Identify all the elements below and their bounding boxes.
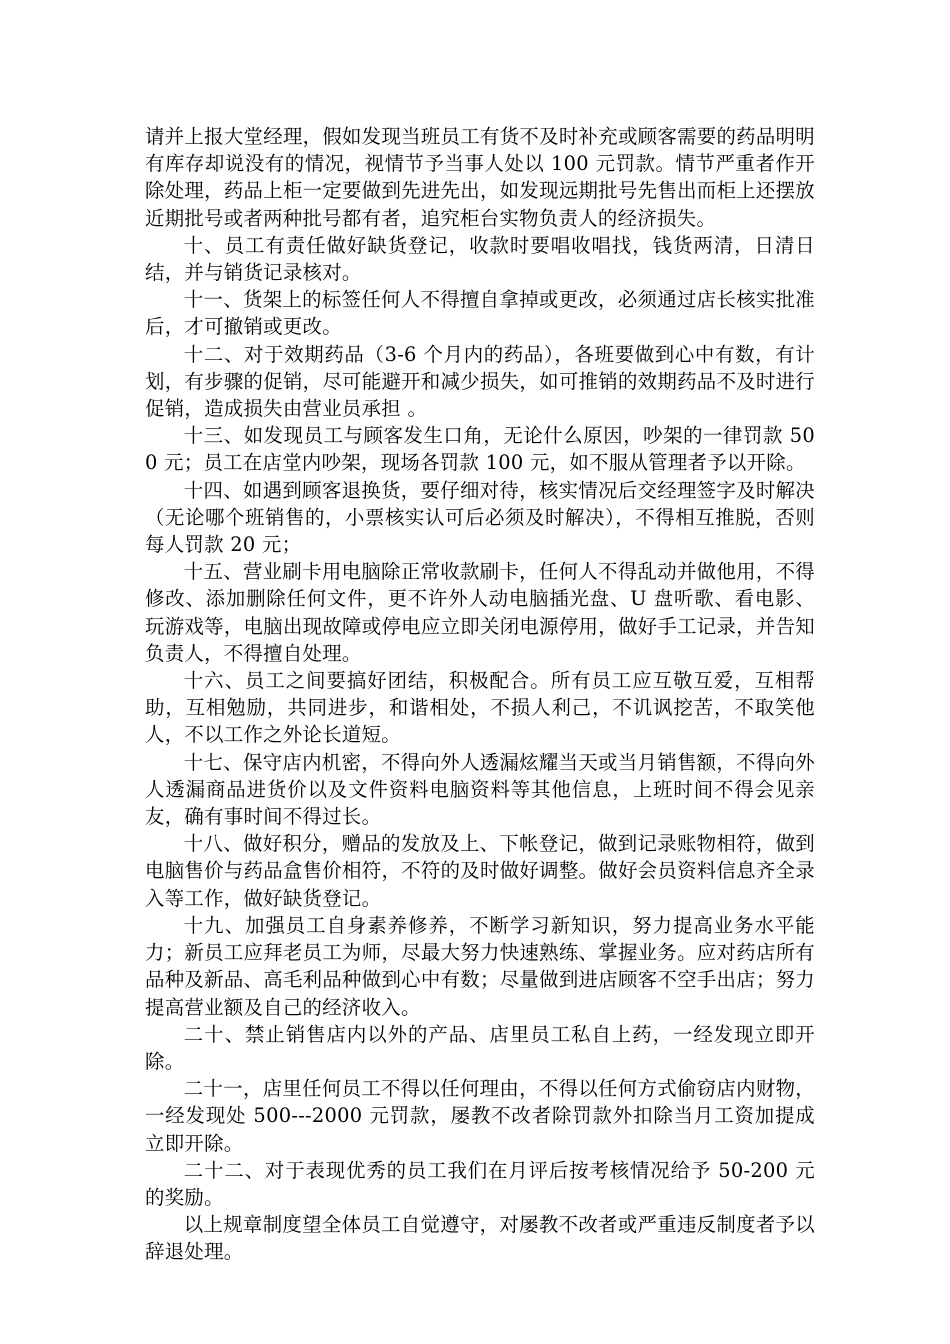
paragraph-rule-22: 二十二、对于表现优秀的员工我们在月评后按考核情况给予 50-200 元的奖励。 [145, 1158, 815, 1209]
paragraph-rule-17: 十七、保守店内机密，不得向外人透漏炫耀当天或当月销售额，不得向外人透漏商品进货价以及文件资料电脑资料等其他信息，上班时间不得会见亲友，确有事时间不得过长。 [145, 750, 815, 829]
paragraph-rule-10: 十、员工有责任做好缺货登记，收款时要唱收唱找，钱货两清，日清日结，并与销货记录核对。 [145, 233, 815, 285]
paragraph-rule-15: 十五、营业刷卡用电脑除正常收款刷卡，任何人不得乱动并做他用，不得修改、添加删除任何文件，更不许外人动电脑插光盘、U 盘听歌、看电影、玩游戏等，电脑出现故障或停电应立即关闭电源停用，做好手工记录，并告知负责人，不得擅自处理。 [145, 560, 815, 665]
document-body [145, 123, 815, 1266]
paragraph-rule-21: 二十一，店里任何员工不得以任何理由，不得以任何方式偷窃店内财物，一经发现处 500---2000 元罚款，屡教不改者除罚款外扣除当月工资加提成立即开除。 [145, 1077, 815, 1155]
paragraph-rule-13: 十三、如发现员工与顾客发生口角，无论什么原因，吵架的一律罚款 500 元；员工在店堂内吵架，现场各罚款 100 元，如不服从管理者予以开除。 [145, 424, 815, 475]
paragraph-rule-20: 二十、禁止销售店内以外的产品、店里员工私自上药，一经发现立即开除。 [145, 1022, 815, 1073]
paragraph-continuation: 请并上报大堂经理，假如发现当班员工有货不及时补充或顾客需要的药品明明有库存却说没有的情况，视情节予当事人处以 100 元罚款。情节严重者作开除处理，药品上柜一定要做到先进先出，如发现远期批号先售出而柜上还摆放近期批号或者两种批号都有者，追究柜台实物负责人的经济损失。 [145, 125, 815, 230]
paragraph-rule-14: 十四、如遇到顾客退换货，要仔细对待，核实情况后交经理签字及时解决（无论哪个班销售的，小票核实认可后必须及时解决），不得相互推脱，否则每人罚款 20 元； [145, 478, 815, 557]
paragraph-closing: 以上规章制度望全体员工自觉遵守，对屡教不改者或严重违反制度者予以辞退处理。 [145, 1213, 815, 1264]
paragraph-rule-18: 十八、做好积分，赠品的发放及上、下帐登记，做到记录账物相符，做到电脑售价与药品盒售价相符，不符的及时做好调整。做好会员资料信息齐全录入等工作，做好缺货登记。 [145, 832, 815, 910]
paragraph-rule-19: 十九、加强员工自身素养修养，不断学习新知识，努力提高业务水平能力；新员工应拜老员工为师，尽最大努力快速熟练、掌握业务。应对药店所有品种及新品、高毛利品种做到心中有数；尽量做到进店顾客不空手出店；努力提高营业额及自己的经济收入。 [145, 913, 815, 1019]
paragraph-rule-16: 十六、员工之间要搞好团结，积极配合。所有员工应互敬互爱，互相帮助，互相勉励，共同进步，和谐相处，不损人利己，不讥讽挖苦，不取笑他人，不以工作之外论长道短。 [145, 669, 815, 747]
paragraph-rule-11: 十一、货架上的标签任何人不得擅自拿掉或更改，必须通过店长核实批准后，才可撤销或更改。 [145, 288, 815, 339]
paragraph-rule-12: 十二、对于效期药品（3-6 个月内的药品），各班要做到心中有数，有计划，有步骤的促销，尽可能避开和减少损失，如可推销的效期药品不及时进行促销，造成损失由营业员承担 。 [145, 342, 815, 421]
